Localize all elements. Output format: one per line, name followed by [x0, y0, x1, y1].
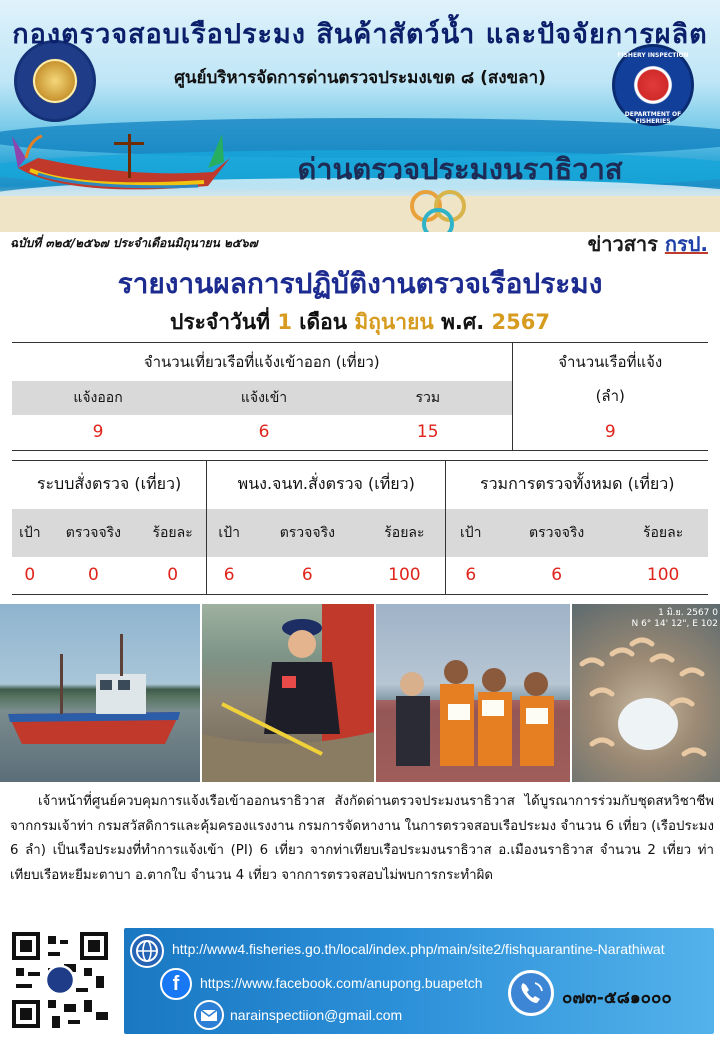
qr-code-graphic — [8, 928, 112, 1032]
year-label: พ.ศ. — [441, 310, 485, 334]
table-cell: 6 — [301, 565, 313, 586]
email-icon — [194, 1000, 224, 1030]
col-header: เป้า — [207, 509, 252, 557]
facebook-link[interactable]: https://www.facebook.com/anupong.buapetch — [200, 975, 483, 991]
table-cell: 9 — [604, 422, 616, 443]
date-month: มิถุนายน — [354, 310, 434, 334]
report-title: รายงานผลการปฏิบัติงานตรวจเรือประมง — [117, 267, 603, 300]
col-header: ร้อยละ — [139, 509, 206, 557]
table-cell: 0 — [24, 565, 36, 586]
news-tag-prefix: ข่าวสาร — [587, 232, 665, 256]
email-link[interactable]: narainspectiion@gmail.com — [230, 1007, 403, 1023]
col-header: เป้า — [446, 509, 495, 557]
photo-timestamp-line: N 6° 14' 12", E 102 — [631, 619, 718, 629]
thai-knot-emblem — [398, 184, 478, 232]
news-tag-brand: กรป. — [664, 232, 708, 256]
group-header: รวมการตรวจทั้งหมด (เที่ยว) — [479, 474, 675, 494]
news-tag — [588, 228, 708, 260]
date-prefix: ประจำวันที่ — [170, 310, 271, 334]
inspection-table — [12, 460, 708, 595]
phone-icon — [508, 970, 554, 1016]
trips-table — [12, 342, 708, 451]
issue-number: ฉบับที่ ๓๒๕/๒๕๖๗ ประจำเดือนมิถุนายน ๒๕๖๗ — [10, 236, 258, 250]
table-cell: 6 — [258, 422, 270, 443]
table-cell: 100 — [363, 557, 446, 595]
center-subtitle: ศูนย์บริหารจัดการด่านตรวจประมงเขต ๘ (สงขลา) — [174, 68, 546, 88]
photo-strip — [0, 604, 720, 782]
col-header: ตรวจจริง — [251, 509, 363, 557]
col-header: เป้า — [12, 509, 48, 557]
report-body: เจ้าหน้าที่ศูนย์ควบคุมการแจ้งเรือเข้าออกนราธิวาส สังกัดด่านตรวจประมงนราธิวาส ได้บูรณาการร่วมกับชุดสหวิชาชีพ จากกรมเจ้าท่า กรมสวัสดิการและคุ้มครองแรงงาน กรมการจัดหางาน ในการตรวจสอบเรือประมง จำนวน 6 เที่ยว (เรือประมง 6 ลำ) เป็นเรือประมงที่ทำการแจ้งเข้า (PI) 6 เที่ยว จากท่าเทียบเรือประมงนราธิวาส อ.เมืองนราธิวาส จำนวน 2 เที่ยว ท่าเทียบเรือหะยีมะตาบา อ.ตากใบ จำนวน 4 เที่ยว จากการตรวจสอบไม่พบการกระทำผิด — [10, 794, 714, 883]
col-header: รวม — [344, 381, 512, 415]
department-title: กองตรวจสอบเรือประมง สินค้าสัตว์น้ำ และปัจจัยการผลิต — [12, 19, 708, 50]
col-header: ร้อยละ — [363, 509, 446, 557]
col-header: แจ้งเข้า — [184, 381, 344, 415]
boats-header — [512, 343, 708, 415]
contact-footer — [124, 928, 714, 1034]
qr-code[interactable] — [6, 926, 114, 1034]
table-cell: 0 — [139, 557, 206, 595]
col-header: ตรวจจริง — [48, 509, 139, 557]
korlae-boat-illustration — [8, 128, 238, 208]
group-header: พนง.จนท.สั่งตรวจ (เที่ยว) — [207, 461, 446, 509]
photo-shrimp-catch — [572, 604, 720, 782]
boats-header-line2: (ลำ) — [595, 386, 625, 405]
col-header: แจ้งออก — [12, 381, 184, 415]
table-cell: 15 — [344, 415, 512, 451]
globe-icon — [130, 934, 164, 968]
photo-timestamp-line: 1 มิ.ย. 2567 0 — [658, 608, 718, 618]
website-link[interactable]: http://www4.fisheries.go.th/local/index.php/main/site2/fishquarantine-Narathiwat — [172, 941, 665, 957]
col-header: ร้อยละ — [618, 509, 708, 557]
header-banner — [0, 0, 720, 232]
group-header: ระบบสั่งตรวจ (เที่ยว) — [12, 461, 207, 509]
photo-net-inspection — [202, 604, 374, 782]
table-cell: 0 — [87, 565, 99, 586]
logo-text: FISHERY INSPECTION — [617, 52, 689, 59]
date-day: 1 — [277, 310, 292, 334]
table-cell: 9 — [92, 422, 104, 443]
photo-timestamp — [631, 608, 718, 630]
phone-number[interactable]: ๐๗๓-๕๘๑๐๐๐ — [562, 988, 672, 1008]
table-cell: 6 — [465, 565, 477, 586]
date-year: 2567 — [491, 310, 550, 334]
trips-group-header: จำนวนเที่ยวเรือที่แจ้งเข้าออก (เที่ยว) — [12, 343, 512, 381]
facebook-icon: f — [160, 968, 192, 1000]
boats-header-line1: จำนวนเรือที่แจ้ง — [558, 352, 663, 371]
table-cell: 6 — [223, 565, 235, 586]
col-header: ตรวจจริง — [495, 509, 618, 557]
report-date — [0, 306, 720, 339]
station-title: ด่านตรวจประมงนราธิวาส — [297, 152, 623, 186]
table-cell: 100 — [646, 565, 680, 586]
photo-inspection-team — [376, 604, 570, 782]
logo-text: DEPARTMENT OF FISHERIES — [624, 111, 682, 125]
photo-fishing-boat — [0, 604, 200, 782]
month-label: เดือน — [299, 310, 348, 334]
table-cell: 6 — [551, 565, 563, 586]
